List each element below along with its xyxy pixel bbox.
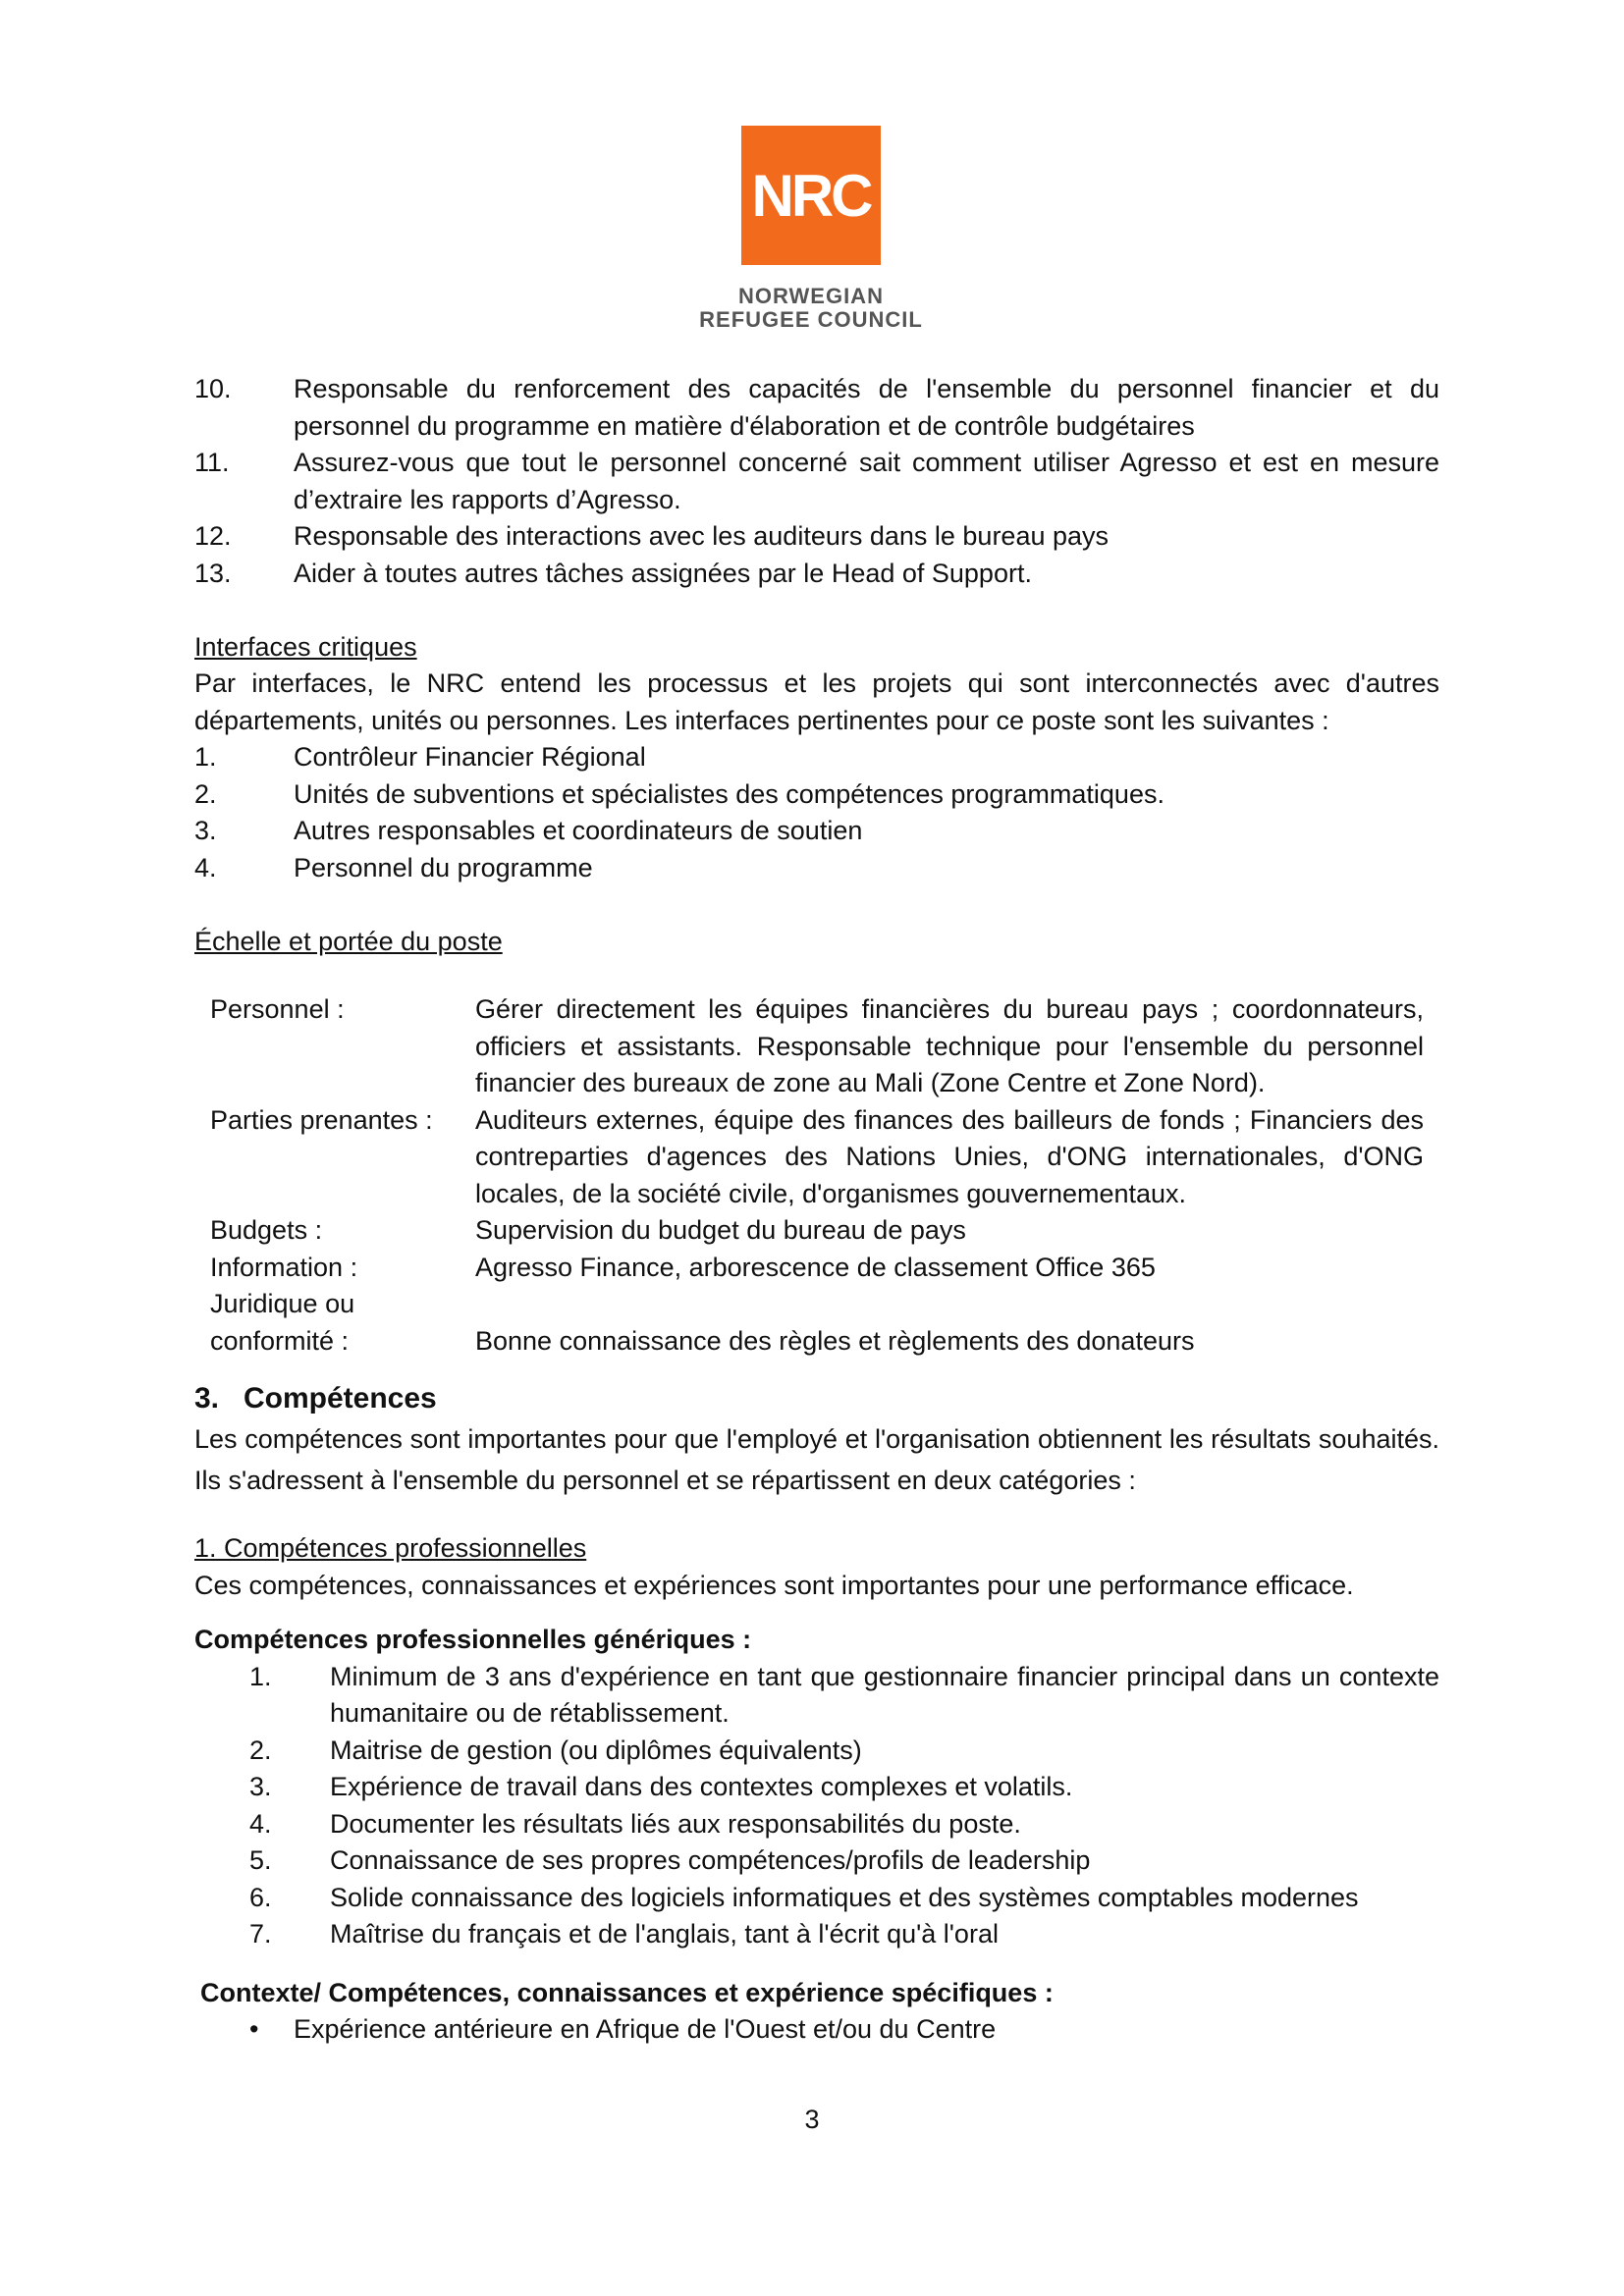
item-number: 10.	[194, 374, 232, 403]
scope-table	[210, 991, 1424, 1360]
table-row	[210, 1286, 1424, 1360]
item-text: Maîtrise du français et de l'anglais, tant à l'écrit qu'à l'oral	[330, 1919, 999, 1949]
table-row	[210, 1212, 1424, 1250]
pro-heading: 1. Compétences professionnelles	[194, 1533, 587, 1563]
table-row	[210, 1250, 1424, 1287]
item-text: Assurez-vous que tout le personnel concerné sait comment utiliser Agresso et est en mesure d’extraire les rapports d’Agresso.	[294, 448, 1439, 514]
item-text: Autres responsables et coordinateurs de soutien	[294, 816, 863, 845]
list-item	[194, 850, 1439, 887]
scope-value: Supervision du budget du bureau de pays	[475, 1215, 966, 1245]
list-item	[194, 556, 1439, 593]
nrc-logo	[693, 126, 929, 332]
list-item	[194, 813, 1439, 850]
item-number: 4.	[194, 852, 217, 882]
item-number: 11.	[194, 448, 230, 477]
page-number: 3	[804, 2105, 820, 2134]
item-text: Expérience antérieure en Afrique de l'Ouest et/ou du Centre	[294, 2014, 997, 2044]
logo-line2: REFUGEE COUNCIL	[699, 307, 923, 332]
interfaces-heading: Interfaces critiques	[194, 631, 417, 662]
logo-line1: NORWEGIAN	[738, 284, 884, 308]
list-item	[249, 1659, 1439, 1733]
nrc-logo-name	[693, 285, 929, 332]
item-number: 3.	[194, 816, 217, 845]
item-number: 12.	[194, 521, 232, 551]
item-text: Expérience de travail dans des contextes complexes et volatils.	[330, 1772, 1073, 1801]
list-item	[194, 739, 1439, 776]
item-text: Contrôleur Financier Régional	[294, 742, 646, 772]
pro-intro: Ces compétences, connaissances et expériences sont importantes pour une performance efficace.	[194, 1570, 1354, 1600]
item-text: Aider à toutes autres tâches assignées par le Head of Support.	[294, 558, 1032, 588]
list-item	[194, 445, 1439, 518]
nrc-logo-text: NRC	[751, 162, 871, 229]
scope-label: Juridique ou conformité :	[210, 1289, 355, 1356]
context-list	[249, 2011, 1439, 2049]
list-item	[249, 1806, 1439, 1843]
item-number: 13.	[194, 558, 232, 588]
table-row	[210, 991, 1424, 1102]
list-item	[249, 1842, 1439, 1880]
item-text: Connaissance de ses propres compétences/profils de leadership	[330, 1845, 1091, 1875]
section-title-text: Compétences	[244, 1382, 437, 1415]
scope-label: Information :	[210, 1252, 358, 1282]
item-number: 7.	[249, 1919, 272, 1949]
bullet: •	[249, 2014, 259, 2044]
page-content	[194, 371, 1439, 2049]
scope-value: Agresso Finance, arborescence de classement Office 365	[475, 1252, 1156, 1282]
item-number: 4.	[249, 1808, 272, 1839]
item-text: Solide connaissance des logiciels informatiques et des systèmes comptables modernes	[330, 1882, 1359, 1912]
scope-label: Parties prenantes :	[210, 1104, 433, 1135]
scope-label: Budgets :	[210, 1215, 323, 1245]
list-item	[194, 776, 1439, 814]
item-text: Unités de subventions et spécialistes des compétences programmatiques.	[294, 778, 1164, 809]
scope-value: Gérer directement les équipes financières du bureau pays ; coordonnateurs, officiers et assistants. Responsable technique pour l'ensemble du personnel financier des bureaux de zone au Mali (Zone Centre et Zone Nord).	[475, 994, 1424, 1097]
nrc-logo-mark	[741, 126, 881, 265]
list-item	[249, 1733, 1439, 1770]
item-number: 2.	[194, 778, 217, 809]
competences-intro: Les compétences sont importantes pour que l'employé et l'organisation obtiennent les résultats souhaités. Ils s'adressent à l'ensemble du personnel et se répartissent en deux catégories :	[194, 1424, 1439, 1495]
list-item	[194, 371, 1439, 445]
section-number: 3.	[194, 1382, 220, 1415]
item-number: 3.	[249, 1772, 272, 1801]
item-number: 1.	[194, 742, 217, 772]
list-item	[249, 1769, 1439, 1806]
table-row	[210, 1102, 1424, 1213]
scope-value: Auditeurs externes, équipe des finances des bailleurs de fonds ; Financiers des contreparties d'agences des Nations Unies, d'ONG internationales, d'ONG locales, de la société civile, d'organismes gouvernementaux.	[475, 1104, 1424, 1208]
list-item	[249, 2011, 1439, 2049]
item-number: 2.	[249, 1735, 272, 1765]
competences-section	[194, 1379, 1439, 2049]
item-number: 5.	[249, 1845, 272, 1875]
list-item	[249, 1880, 1439, 1917]
item-number: 6.	[249, 1882, 272, 1912]
generic-list	[249, 1659, 1439, 1953]
scope-value: Bonne connaissance des règles et règlements des donateurs	[475, 1325, 1195, 1356]
item-text: Maitrise de gestion (ou diplômes équivalents)	[330, 1735, 862, 1765]
generic-heading: Compétences professionnelles génériques :	[194, 1625, 752, 1654]
tasks-list	[194, 371, 1439, 592]
section-title	[194, 1379, 1439, 1418]
item-number: 1.	[249, 1661, 272, 1691]
item-text: Personnel du programme	[294, 852, 593, 882]
list-item	[249, 1916, 1439, 1953]
item-text: Responsable des interactions avec les auditeurs dans le bureau pays	[294, 521, 1110, 551]
scope-label: Personnel :	[210, 994, 345, 1024]
scope-section	[194, 924, 1439, 1361]
interfaces-section	[194, 629, 1439, 887]
item-text: Responsable du renforcement des capacités de l'ensemble du personnel financier et du personnel du programme en matière d'élaboration et de contrôle budgétaires	[294, 374, 1439, 441]
item-text: Minimum de 3 ans d'expérience en tant que gestionnaire financier principal dans un contexte humanitaire ou de rétablissement.	[330, 1661, 1439, 1728]
item-text: Documenter les résultats liés aux responsabilités du poste.	[330, 1808, 1021, 1839]
context-heading: Contexte/ Compétences, connaissances et expérience spécifiques :	[200, 1977, 1054, 2007]
scope-heading: Échelle et portée du poste	[194, 926, 503, 956]
interfaces-intro: Par interfaces, le NRC entend les processus et les projets qui sont interconnectés avec d'autres départements, unités ou personnes. Les interfaces pertinentes pour ce poste sont les suivantes :	[194, 668, 1439, 735]
list-item	[194, 518, 1439, 556]
